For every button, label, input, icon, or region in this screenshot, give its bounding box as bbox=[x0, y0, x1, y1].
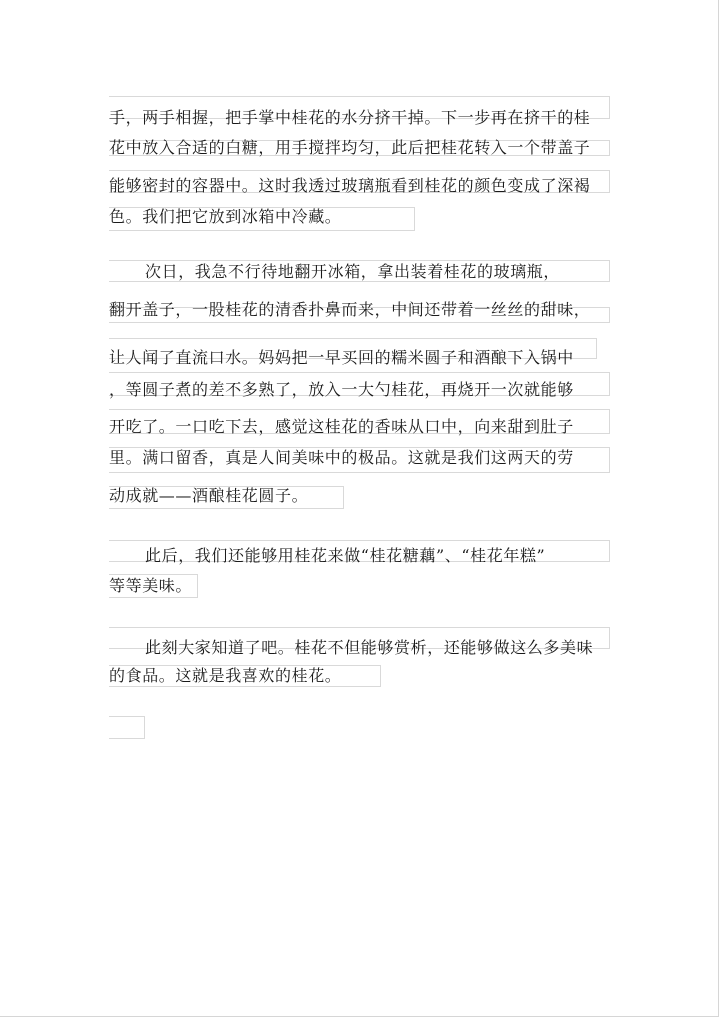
text-line: 手，两手相握，把手掌中桂花的水分挤干掉。下一步再在挤干的桂 bbox=[109, 108, 591, 127]
text-line: 此后，我们还能够用桂花来做“桂花糖藕”、“桂花年糕” bbox=[145, 546, 546, 565]
text-line: 里。满口留香，真是人间美味中的极品。这就是我们这两天的劳 bbox=[109, 448, 574, 467]
text-line: 能够密封的容器中。这时我透过玻璃瓶看到桂花的颜色变成了深褐 bbox=[109, 176, 591, 195]
empty-text-frame bbox=[109, 716, 145, 739]
text-line: 次日，我急不行待地翻开冰箱，拿出装着桂花的玻璃瓶， bbox=[145, 262, 561, 281]
text-line: 让人闻了直流口水。妈妈把一早买回的糯米圆子和酒酿下入锅中 bbox=[109, 348, 574, 367]
text-line: 色。我们把它放到冰箱中冷藏。 bbox=[109, 207, 342, 226]
text-line: 等等美味。 bbox=[109, 576, 193, 595]
text-line: 翻开盖子，一股桂花的清香扑鼻而来，中间还带着一丝丝的甜味， bbox=[109, 300, 591, 319]
text-line: 此刻大家知道了吧。桂花不但能够赏析，还能够做这么多美味 bbox=[145, 638, 594, 657]
text-line: 动成就——酒酿桂花圆子。 bbox=[109, 486, 309, 505]
text-line: ，等圆子煮的差不多熟了，放入一大勺桂花，再烧开一次就能够 bbox=[109, 380, 574, 399]
text-line: 花中放入合适的白糖，用手搅拌均匀，此后把桂花转入一个带盖子 bbox=[109, 138, 591, 157]
text-line: 开吃了。一口吃下去，感觉这桂花的香味从口中，向来甜到肚子 bbox=[109, 417, 574, 436]
text-line: 的食品。这就是我喜欢的桂花。 bbox=[109, 666, 342, 685]
